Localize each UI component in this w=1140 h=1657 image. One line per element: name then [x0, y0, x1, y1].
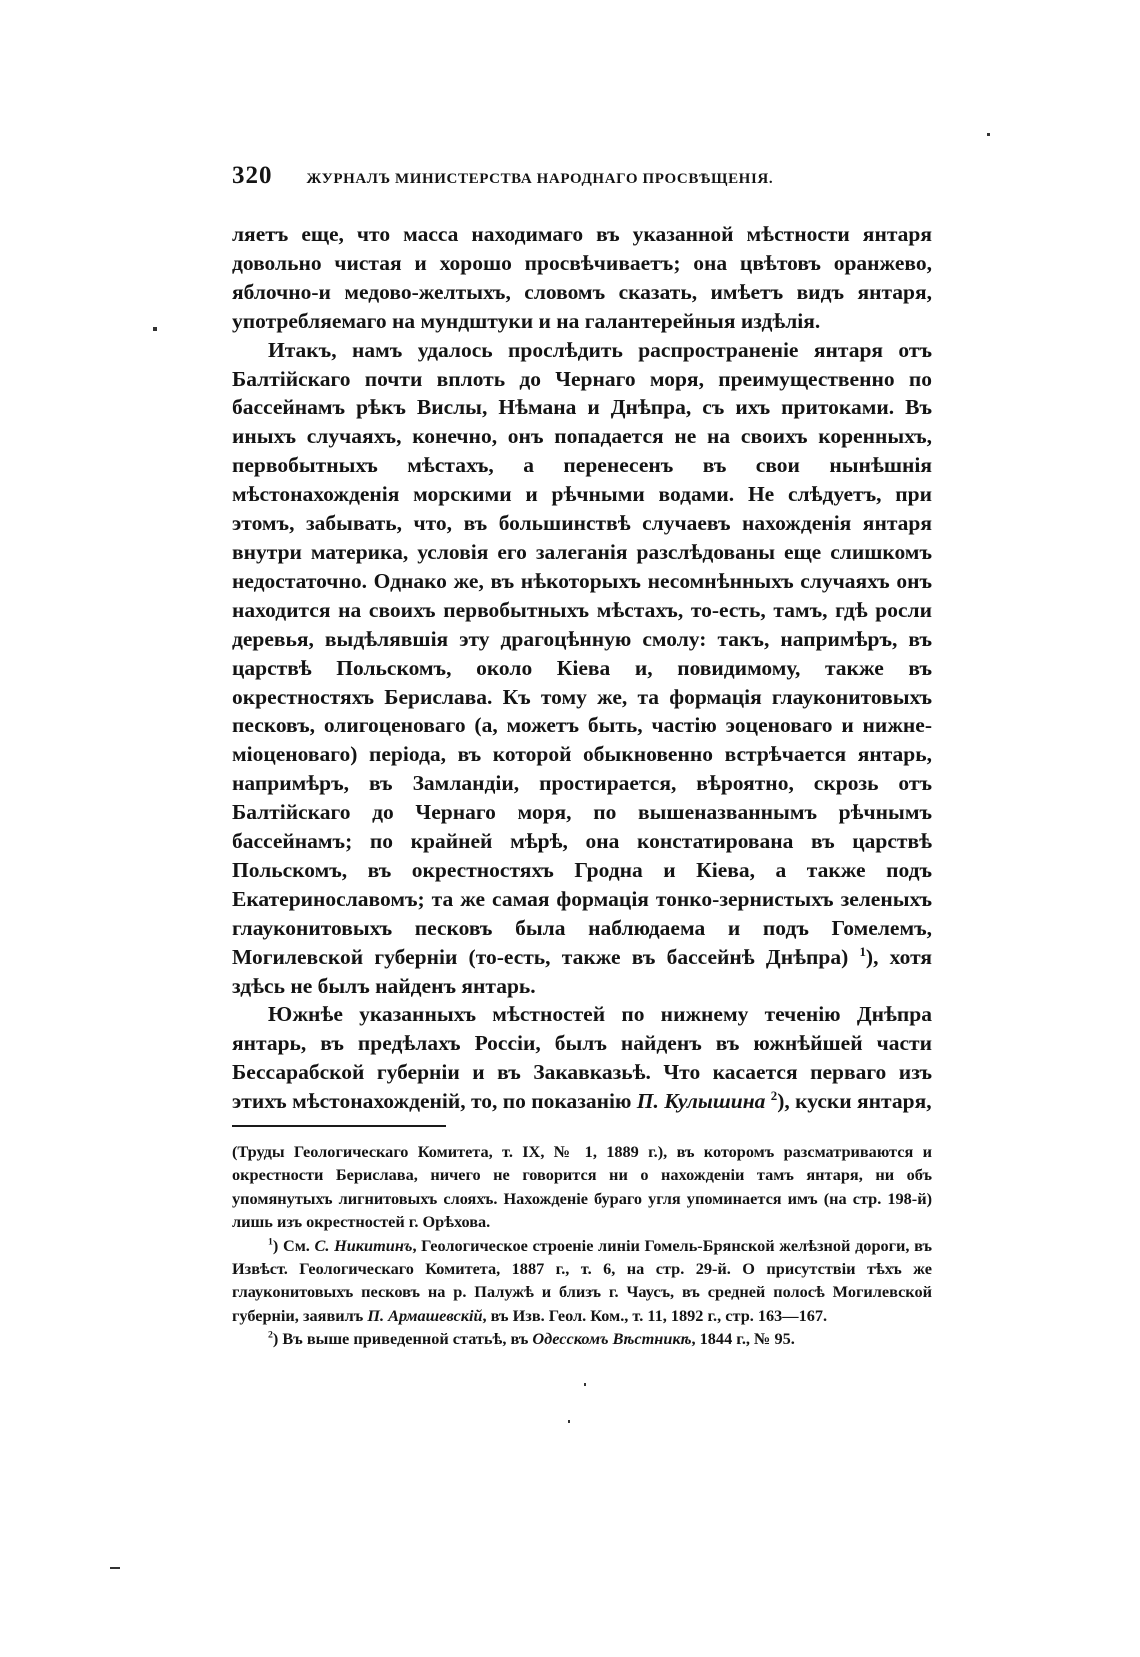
page-header [232, 162, 932, 202]
footnote-ref-2: 2 [770, 1089, 778, 1104]
footnote-continuation: (Труды Геологическаго Комитета, т. IX, № 1, 1889 г.), въ которомъ разсматриваются и окрестности Берислава, ничего не говорится ни о нахожденіи тамъ янтаря, ни объ упомянутыхъ лигнитовыхъ слояхъ. Нахожденіе бураго угля упоминается имъ (на стр. 198-й) лишь изъ окрестностей г. Орѣхова. [232, 1142, 932, 1232]
paragraph-2: Итакъ, намъ удалось прослѣдить распространеніе янтаря отъ Балтійскаго почти вплоть до Чернаго моря, преимущественно по бассейнамъ рѣкъ Вислы, Нѣмана и Днѣпра, съ ихъ притоками. Въ иныхъ случаяхъ, конечно, онъ попадается не на своихъ коренныхъ, первобытныхъ мѣстахъ, а перенесенъ въ свои нынѣшнія мѣстонахожденія морскими и рѣчными водами. Не слѣдуетъ, при этомъ, забывать, что, въ большинствѣ случаевъ нахожденія янтаря внутри материка, условія его залеганія разслѣдованы еще слишкомъ недостаточно. Однако же, въ нѣкоторыхъ несомнѣнныхъ случаяхъ онъ находится на своихъ первобытныхъ мѣстахъ, то-есть, тамъ, гдѣ росли деревья, выдѣлявшія эту драгоцѣнную смолу: такъ, напримѣръ, въ царствѣ Польскомъ, около Кіева и, повидимому, также въ окрестностяхъ Берислава. Къ тому же, та формація глауконитовыхъ песковъ, олигоценоваго (а, можетъ быть, частію эоценоваго и нижне-міоценоваго) періода, въ которой обыкновенно встрѣчается янтарь, напримѣръ, въ Замландіи, простирается, вѣроятно, скрозь отъ Балтійскаго до Чернаго моря, по вышеназваннымъ рѣчнымъ бассейнамъ; по крайней мѣрѣ, она констатирована въ царствѣ Польскомъ, въ окрестностяхъ Гродна и Кіева, а также подъ Екатеринославомъ; та же самая формація тонко-зернистыхъ зеленыхъ глауконитовыхъ песковъ была наблюдаема и подъ Гомелемъ, Могилевской губерніи (то-есть, также въ бассейнѣ Днѣпра) $^1$), хотя здѣсь не былъ найденъ янтарь. [232, 337, 932, 998]
footnote-1-text-a: См. [282, 1235, 310, 1255]
footnote-2-mark: 2 [268, 1329, 273, 1341]
paragraph-3: Южнѣе указанныхъ мѣстностей по нижнему теченію Днѣпра янтарь, въ предѣлахъ Россіи, былъ найденъ въ южнѣйшей части Бессарабской губерніи и въ Закавказьѣ. Что касается перваго изъ этихъ мѣстонахожденій, то, по показанію П. Кулышина $^2$), куски янтаря, [232, 1002, 932, 1114]
main-text [232, 220, 932, 1116]
paragraph-2-end: , хотя здѣсь не былъ найденъ янтарь. [232, 944, 932, 998]
scan-speck [568, 1420, 570, 1423]
footnote-1-author-1: С. Никитинъ [314, 1235, 413, 1255]
footnote-2-text-b: , 1844 г., № 95. [691, 1329, 795, 1349]
footnote-1-author-2: П. Армашевскій [367, 1305, 483, 1325]
scan-speck [987, 133, 990, 136]
paragraph-3-end: , куски янтаря, [784, 1089, 932, 1114]
page-number: 320 [232, 162, 273, 189]
running-head: ЖУРНАЛЪ МИНИСТЕРСТВА НАРОДНАГО ПРОСВѢЩЕНІЯ. [306, 171, 774, 187]
footnotes [232, 1140, 932, 1351]
paragraph-2-text: Итакъ, намъ удалось прослѣдить распространеніе янтаря отъ Балтійскаго почти вплоть до Чернаго моря, преимущественно по бассейнамъ рѣкъ Вислы, Нѣмана и Днѣпра, съ ихъ притоками. Въ иныхъ случаяхъ, конечно, онъ попадается не на своихъ коренныхъ, первобытныхъ мѣстахъ, а перенесенъ въ свои нынѣшнія мѣстонахожденія морскими и рѣчными водами. Не слѣдуетъ, при этомъ, забывать, что, въ большинствѣ случаевъ нахожденія янтаря внутри материка, условія его залеганія разслѣдованы еще слишкомъ недостаточно. Однако же, въ нѣкоторыхъ несомнѣнныхъ случаяхъ онъ находится на своихъ первобытныхъ мѣстахъ, то-есть, тамъ, гдѣ росли деревья, выдѣлявшія эту драгоцѣнную смолу: такъ, напримѣръ, въ царствѣ Польскомъ, около Кіева и, повидимому, также въ окрестностяхъ Берислава. Къ тому же, та формація глауконитовыхъ песковъ, олигоценоваго (а, можетъ быть, частію эоценоваго и нижне-міоценоваго) періода, въ которой обыкновенно встрѣчается янтарь, напримѣръ, въ Замландіи, простирается, вѣроятно, скрозь отъ Балтійскаго до Чернаго моря, по вышеназваннымъ рѣчнымъ бассейнамъ; по крайней мѣрѣ, она констатирована въ царствѣ Польскомъ, въ окрестностяхъ Гродна и Кіева, а также подъ Екатеринославомъ; та же самая формація тонко-зернистыхъ зеленыхъ глауконитовыхъ песковъ была наблюдаема и подъ Гомелемъ, Могилевской губерніи (то-есть, также въ бассейнѣ Днѣпра) [232, 337, 932, 969]
footnote-2: $^2$) Въ выше приведенной статьѣ, въ Одесскомъ Вѣстникѣ, 1844 г., № 95. [268, 1329, 795, 1349]
paragraph-1: ляетъ еще, что масса находимаго въ указанной мѣстности янтаря довольно чистая и хорошо просвѣчиваетъ; она цвѣтовъ оранжево, яблочно-и медово-желтыхъ, словомъ сказать, имѣетъ видъ янтаря, употребляемаго на мундштуки и на галантерейныя издѣлія. [232, 222, 932, 333]
scan-speck [584, 1383, 586, 1386]
paragraph-3-text: Южнѣе указанныхъ мѣстностей по нижнему теченію Днѣпра янтарь, въ предѣлахъ Россіи, былъ найденъ въ южнѣйшей части Бессарабской губерніи и въ Закавказьѣ. Что касается перваго изъ этихъ мѣстонахожденій, то, по показанію [232, 1002, 932, 1114]
footnote-1: $^1$) См. С. Никитинъ, Геологическое строеніе линіи Гомель-Брянской желѣзной дороги, въ Извѣст. Геологическаго Комитета, 1887 г., т. 6, на стр. 29-й. О присутствіи тѣхъ же глауконитовыхъ песковъ на р. Палужѣ и близъ г. Чаусъ, въ средней полосѣ Могилевской губерніи, заявилъ П. Армашевскій, въ Изв. Геол. Ком., т. 11, 1892 г., стр. 163—167. [232, 1235, 932, 1325]
footnote-1-mark: 1 [268, 1236, 273, 1248]
scan-speck [153, 327, 157, 331]
footnote-ref-1: 1 [859, 944, 866, 959]
footnote-1-text-c: , въ Изв. Геол. Ком., т. 11, 1892 г., стр. 163—167. [482, 1305, 828, 1325]
footnote-1-text-b: , Геологическое строеніе линіи Гомель-Брянской желѣзной дороги, въ Извѣст. Геологическаго Комитета, 1887 г., т. 6, на стр. 29-й. О присутствіи тѣхъ же глауконитовыхъ песковъ на р. Палужѣ и близъ г. Чаусъ, въ средней полосѣ Могилевской губерніи, заявилъ [232, 1235, 932, 1325]
footnote-2-text-a: Въ выше приведенной статьѣ, въ [282, 1329, 529, 1349]
author-name: П. Кулышина [636, 1089, 766, 1114]
scan-speck [110, 1567, 120, 1569]
footnote-2-source: Одесскомъ Вѣстникѣ [532, 1329, 692, 1349]
footnote-divider [232, 1125, 446, 1127]
